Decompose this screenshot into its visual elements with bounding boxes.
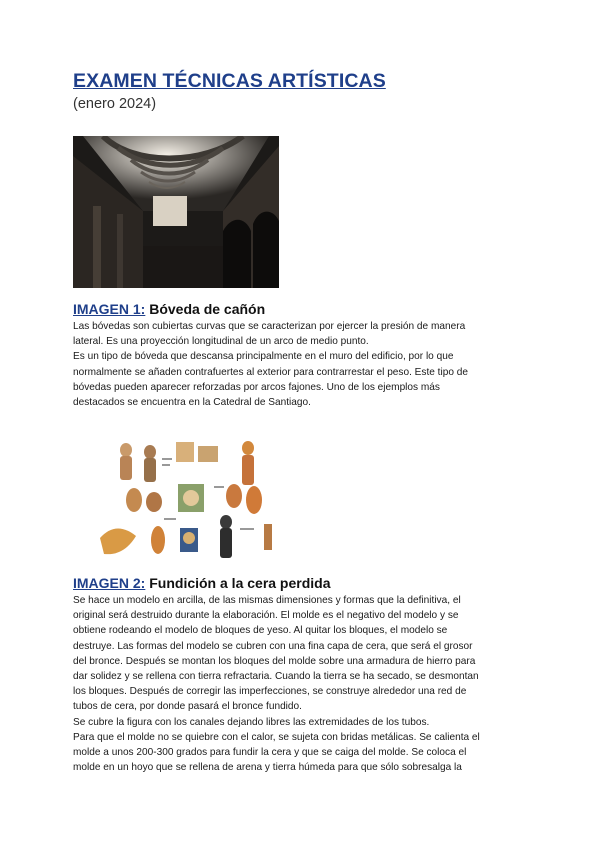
section-body-2 (73, 593, 513, 775)
section-title-2: Fundición a la cera perdida (145, 575, 331, 591)
lost-wax-casting-illustration (96, 428, 280, 564)
section-body-1 (73, 319, 513, 410)
body-line: Se hace un modelo en arcilla, de las mismas dimensiones y formas que la definitiva, el (73, 595, 461, 606)
body-line: bóvedas pueden aparecer reforzadas por arcos fajones. Uno de los ejemplos más (73, 381, 440, 393)
section-heading-2 (73, 575, 331, 591)
body-line: Es un tipo de bóveda que descansa principalmente en el muro del edificio, por lo que (73, 351, 454, 363)
document-date: (enero 2024) (73, 96, 157, 112)
image-label-2: IMAGEN 2: (73, 575, 146, 591)
body-line: molde a unos 200-300 grados para fundir la cera y que se caiga del molde. Se coloca el (73, 747, 467, 759)
body-line: tubos de cera, por donde pasará el bronce fundido. (73, 701, 302, 713)
document-title: EXAMEN TÉCNICAS ARTÍSTICAS (73, 70, 386, 92)
section-title-1: Bóveda de cañón (145, 301, 266, 317)
body-line: los bloques. Después de corregir las imperfecciones, se construye alrededor una red de (73, 686, 467, 698)
body-line: Para que el molde no se quiebre con el calor, se sujeta con bridas metálicas. Se calienta el (73, 731, 480, 743)
body-line: original será destruido durante la elaboración. El molde es el negativo del modelo y se (73, 610, 459, 622)
body-line: destruye. Las formas del modelo se cubren con una fina capa de cera, que será el grosor (73, 640, 473, 652)
body-line: Las bóvedas son cubiertas curvas que se caracterizan por ejercer la presión de manera (73, 321, 466, 332)
barrel-vault-photo (73, 136, 279, 288)
body-line: obtiene rodeando el modelo de bloques de yeso. Al quitar los bloques, el modelo se (73, 625, 448, 637)
image-label-1: IMAGEN 1: (73, 301, 146, 317)
body-line: lateral. Es una proyección longitudinal de un arco de medio punto. (73, 336, 369, 348)
body-line: destacados se encuentra en la Catedral de Santiago. (73, 397, 311, 409)
body-line: normalmente se añaden contrafuertes al exterior para contrarrestar el peso. Este tipo de (73, 366, 468, 378)
section-heading-1 (73, 301, 265, 317)
body-line: molde en un hoyo que se rellena de arena y tierra húmeda para que sólo sobresalga la (73, 762, 462, 774)
body-line: Se cubre la figura con los canales dejando libres las extremidades de los tubos. (73, 716, 430, 728)
body-line: dar solidez y se rellena con tierra refractaria. Cuando la tierra se ha secado, se desmontan (73, 671, 479, 683)
body-line: del bronce. Después se montan los bloques del molde sobre una armadura de hierro para (73, 655, 476, 667)
